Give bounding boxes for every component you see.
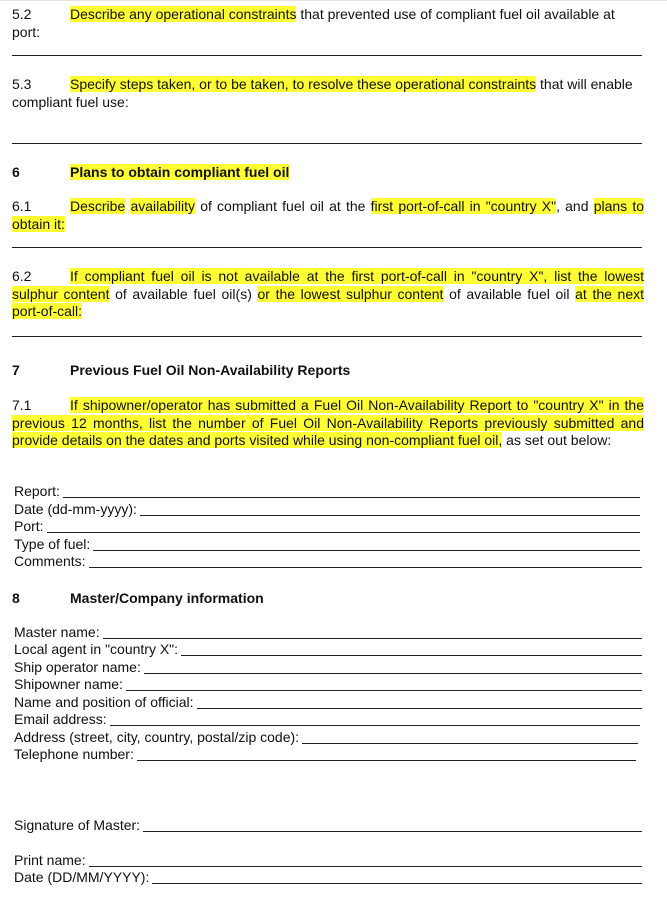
highlighted-text: availability [130,198,196,214]
fuel-type-field[interactable] [14,536,640,553]
field-label: Name and position of official: [14,694,194,710]
field-input-line[interactable] [47,532,640,533]
address-field[interactable] [14,729,638,746]
paragraph-text: , and [556,198,594,214]
paragraph-text: of available fuel oil(s) [109,285,258,302]
answer-line[interactable] [12,336,642,337]
section-number: 8 [12,590,20,606]
field-label: Comments: [14,553,86,569]
section-number: 5.2 [12,6,32,22]
field-input-line[interactable] [181,655,642,656]
highlighted-text: plans to obtain it: [12,198,645,232]
field-label: Email address: [14,711,107,727]
highlighted-text: Specify steps taken, or to be taken, to resolve these operational constraints [70,76,537,92]
page-top-edge [0,0,667,1]
field-label: Date (DD/MM/YYYY): [14,869,150,885]
highlighted-text: If shipowner/operator has submitted a Fuel Oil Non-Availability Report to "country X" in the previous 12 months, list the number of Fuel Oil Non-Availability Reports previously submitted and provide details on the dates and ports visited while using non-compliant fuel oil, [12,397,644,448]
section-number: 6.2 [12,268,32,284]
field-input-line[interactable] [143,831,642,832]
print-name-field[interactable] [14,852,642,869]
paragraph-text: that will enable compliant fuel use: [12,76,633,110]
field-label: Master name: [14,624,100,640]
paragraph-5-3 [12,76,644,111]
field-label: Address (street, city, country, postal/zip code): [14,729,300,745]
telephone-field[interactable] [14,746,636,763]
field-input-line[interactable] [89,567,642,568]
section-heading-6 [12,163,289,181]
field-label: Shipowner name: [14,676,123,692]
field-input-line[interactable] [302,743,638,744]
section-number: 7 [12,362,20,378]
paragraph-text: of available fuel oil [443,285,576,302]
field-input-line[interactable] [152,883,642,884]
highlighted-text: Describe any operational constraints [70,6,297,22]
paragraph-text: of compliant fuel oil at the [195,198,371,214]
field-label: Print name: [14,852,86,868]
report-field[interactable] [14,483,640,500]
email-field[interactable] [14,711,640,728]
comments-field[interactable] [14,553,642,570]
highlighted-text: or the lowest sulphur content [257,285,444,302]
paragraph-6-1 [12,198,644,233]
field-input-line[interactable] [197,708,642,709]
shipowner-name-field[interactable] [14,676,642,693]
field-label: Signature of Master: [14,817,141,833]
field-input-line[interactable] [126,690,642,691]
port-field[interactable] [14,518,640,535]
section-number: 6 [12,164,20,180]
field-label: Date (dd-mm-yyyy): [14,501,137,517]
section-number: 5.3 [12,76,32,92]
official-field[interactable] [14,694,642,711]
field-input-line[interactable] [140,515,640,516]
section-title: Master/Company information [70,590,264,606]
field-label: Type of fuel: [14,536,91,552]
section-heading-8 [12,589,264,607]
paragraph-6-2 [12,268,644,321]
section-heading-7 [12,361,350,379]
answer-line[interactable] [12,247,642,248]
field-input-line[interactable] [137,760,636,761]
section-number: 6.1 [12,198,32,214]
paragraph-text: that prevented use of compliant fuel oil available at port: [12,6,615,40]
field-input-line[interactable] [63,497,640,498]
section-title: Plans to obtain compliant fuel oil [70,164,290,180]
signature-field[interactable] [14,817,642,834]
date-field[interactable] [14,501,640,518]
highlighted-text: Describe [70,198,126,214]
field-label: Report: [14,483,60,499]
ship-operator-field[interactable] [14,659,642,676]
paragraph-text: as set out below: [502,432,612,448]
field-input-line[interactable] [93,550,640,551]
field-label: Local agent in "country X": [14,641,179,657]
paragraph-5-2 [12,6,644,41]
answer-line[interactable] [12,143,642,144]
field-input-line[interactable] [110,725,640,726]
highlighted-text: If compliant fuel oil is not available at the first port-of-call in "country X", list the lowest sulphur content [12,268,644,302]
master-name-field[interactable] [14,624,642,641]
field-label: Telephone number: [14,746,134,762]
field-input-line[interactable] [103,638,642,639]
field-input-line[interactable] [89,866,642,867]
field-label: Ship operator name: [14,659,141,675]
field-label: Port: [14,518,44,534]
section-number: 7.1 [12,397,32,413]
signature-date-field[interactable] [14,869,642,886]
highlighted-text: first port-of-call in "country X" [370,198,557,214]
answer-line[interactable] [12,55,642,56]
paragraph-7-1 [12,397,644,450]
section-title: Previous Fuel Oil Non-Availability Reports [70,362,351,378]
field-input-line[interactable] [144,673,642,674]
highlighted-text: at the next port-of-call: [12,285,645,319]
local-agent-field[interactable] [14,641,642,658]
